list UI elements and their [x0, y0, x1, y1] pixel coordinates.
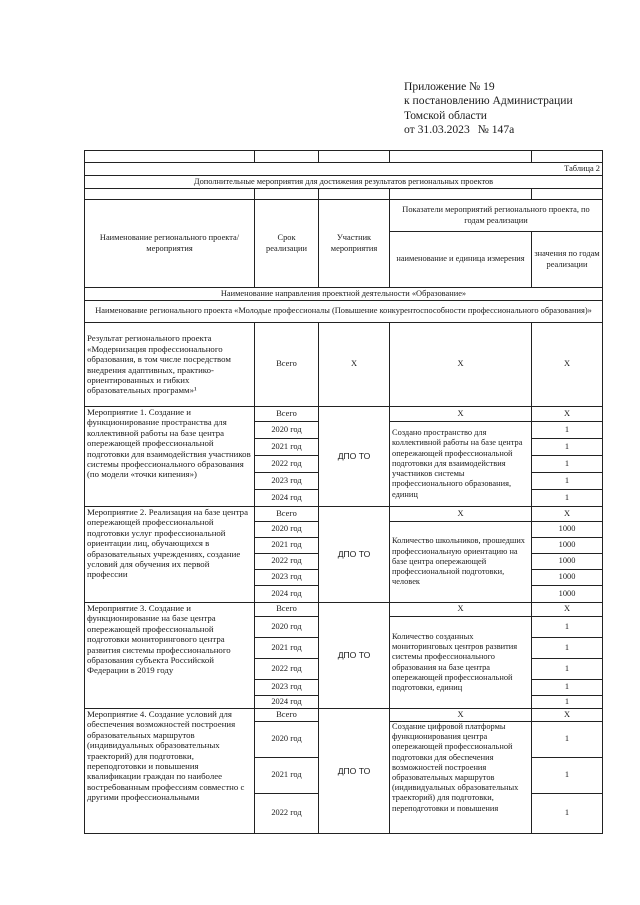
measure-total-row — [85, 407, 603, 422]
measure-indicator: Создано пространство для коллективной работы на базе центра опережающей профессиональной подготовки для взаимодействия участников системы профессионального образования, единиц — [390, 422, 532, 507]
year-label: 2021 год — [255, 538, 319, 554]
measure-indicator: Количество школьников, прошедших профессиональную ориентацию на базе центра опережающей профессиональной подготовки, человек — [390, 522, 532, 603]
project-row — [85, 301, 603, 323]
year-value: 1000 — [532, 522, 603, 538]
year-label: 2022 год — [255, 659, 319, 680]
year-value: 1 — [532, 490, 603, 507]
measure-total-indicator: X — [390, 603, 532, 617]
result-value: X — [532, 323, 603, 407]
year-label: 2020 год — [255, 722, 319, 758]
measure-total-row — [85, 603, 603, 617]
year-label: 2024 год — [255, 696, 319, 709]
year-value: 1000 — [532, 586, 603, 603]
year-value: 1 — [532, 758, 603, 794]
year-label: 2022 год — [255, 554, 319, 570]
year-label: 2020 год — [255, 617, 319, 638]
year-value: 1000 — [532, 538, 603, 554]
measure-total-row — [85, 507, 603, 522]
year-value: 1 — [532, 696, 603, 709]
measure-participant: ДПО ТО — [319, 407, 390, 507]
direction-name: Наименование направления проектной деятельности «Образование» — [85, 288, 603, 301]
measure-title: Мероприятие 2. Реализация на базе центра опережающей профессиональной подготовки услуг профессиональной ориентации лиц, обучающихся в образовательных учреждениях, создание условий для обучения их первой профессии — [85, 507, 255, 603]
measure-total-value: X — [532, 407, 603, 422]
measure-title: Мероприятие 4. Создание условий для обеспечения возможностей построения образовательных маршрутов (индивидуальных образовательных траекторий) для подготовки, переподготовки и повышения квалификации граждан по наиболее востребованным профессиям совместно с другими профессиональными — [85, 709, 255, 834]
year-label: 2021 год — [255, 439, 319, 456]
result-indicator: X — [390, 323, 532, 407]
blank-row — [85, 151, 603, 163]
year-value: 1 — [532, 617, 603, 638]
measure-total-label: Всего — [255, 709, 319, 722]
header-indicator-name: наименование и единица измерения — [390, 232, 532, 288]
year-label: 2021 год — [255, 758, 319, 794]
header-row — [85, 200, 603, 232]
measure-participant: ДПО ТО — [319, 603, 390, 709]
measure-title: Мероприятие 3. Создание и функционирование на базе центра опережающей профессиональной подготовки мониторингового центра развития системы профессионального образования субъекта Российской Федерации в 2019 году — [85, 603, 255, 709]
measure-indicator: Количество созданных мониторинговых центров развития системы профессионального образования на базе центра опережающей профессиональной подготовки, единиц — [390, 617, 532, 709]
measure-total-indicator: X — [390, 407, 532, 422]
blank-row — [85, 189, 603, 200]
appendix-number: № 147а — [477, 123, 515, 137]
year-value: 1000 — [532, 554, 603, 570]
table-label-row — [85, 163, 603, 176]
appendix-date-line — [404, 123, 629, 137]
year-label: 2020 год — [255, 522, 319, 538]
measure-total-value: X — [532, 507, 603, 522]
measure-2 — [85, 507, 603, 603]
header-indicators: Показатели мероприятий регионального проекта, по годам реализации — [390, 200, 603, 232]
appendix-date: от 31.03.2023 — [404, 123, 470, 137]
year-value: 1 — [532, 456, 603, 473]
measure-total-label: Всего — [255, 603, 319, 617]
table-title: Дополнительные мероприятия для достижения результатов региональных проектов — [85, 176, 603, 189]
result-row — [85, 323, 603, 407]
measure-total-indicator: X — [390, 709, 532, 722]
measure-total-label: Всего — [255, 507, 319, 522]
measure-total-row — [85, 709, 603, 722]
appendix-title: Приложение № 19 — [404, 80, 495, 93]
result-participant: X — [319, 323, 390, 407]
measure-indicator: Создание цифровой платформы функционирования центра опережающей профессиональной подготовки для обеспечения возможностей построения образовательных маршрутов (индивидуальных образовательных траекторий) для подготовки, переподготовки и повышения — [390, 722, 532, 834]
project-name: Наименование регионального проекта «Молодые профессионалы (Повышение конкурентоспособности профессионального образования)» — [85, 301, 603, 323]
appendix-resolution: к постановлению Администрации — [404, 94, 573, 108]
table-label: Таблица 2 — [85, 163, 603, 176]
header-indicator-values: значения по годам реализации — [532, 232, 603, 288]
year-value: 1000 — [532, 570, 603, 586]
measure-1 — [85, 407, 603, 507]
year-value: 1 — [532, 638, 603, 659]
measure-participant: ДПО ТО — [319, 507, 390, 603]
year-value: 1 — [532, 680, 603, 696]
measure-total-value: X — [532, 709, 603, 722]
measure-total-label: Всего — [255, 407, 319, 422]
measure-participant: ДПО ТО — [319, 709, 390, 834]
measure-title: Мероприятие 1. Создание и функционирование пространства для коллективной работы на базе центра опережающей профессиональной подготовки для взаимодействия участников системы профессионального образования (по модели «точки кипения») — [85, 407, 255, 507]
measure-4 — [85, 709, 603, 834]
year-label: 2022 год — [255, 794, 319, 834]
year-label: 2023 год — [255, 680, 319, 696]
appendix-region: Томской области — [404, 108, 487, 122]
measures-table — [84, 150, 603, 834]
result-term: Всего — [255, 323, 319, 407]
year-label: 2022 год — [255, 456, 319, 473]
appendix-header — [404, 80, 629, 138]
year-label: 2023 год — [255, 570, 319, 586]
year-value: 1 — [532, 659, 603, 680]
year-value: 1 — [532, 473, 603, 490]
header-participant: Участник мероприятия — [319, 200, 390, 288]
year-label: 2021 год — [255, 638, 319, 659]
header-term: Срок реализации — [255, 200, 319, 288]
year-value: 1 — [532, 422, 603, 439]
direction-row — [85, 288, 603, 301]
measure-total-indicator: X — [390, 507, 532, 522]
year-value: 1 — [532, 794, 603, 834]
header-project: Наименование регионального проекта/ мероприятия — [85, 200, 255, 288]
year-label: 2024 год — [255, 490, 319, 507]
measure-3 — [85, 603, 603, 709]
year-value: 1 — [532, 722, 603, 758]
measure-total-value: X — [532, 603, 603, 617]
table-title-row — [85, 176, 603, 189]
year-label: 2023 год — [255, 473, 319, 490]
year-label: 2020 год — [255, 422, 319, 439]
result-text: Результат регионального проекта «Модернизация профессионального образования, в том числе посредством внедрения адаптивных, практико-ориентированных и гибких образовательных программ»¹ — [85, 323, 255, 407]
year-label: 2024 год — [255, 586, 319, 603]
year-value: 1 — [532, 439, 603, 456]
